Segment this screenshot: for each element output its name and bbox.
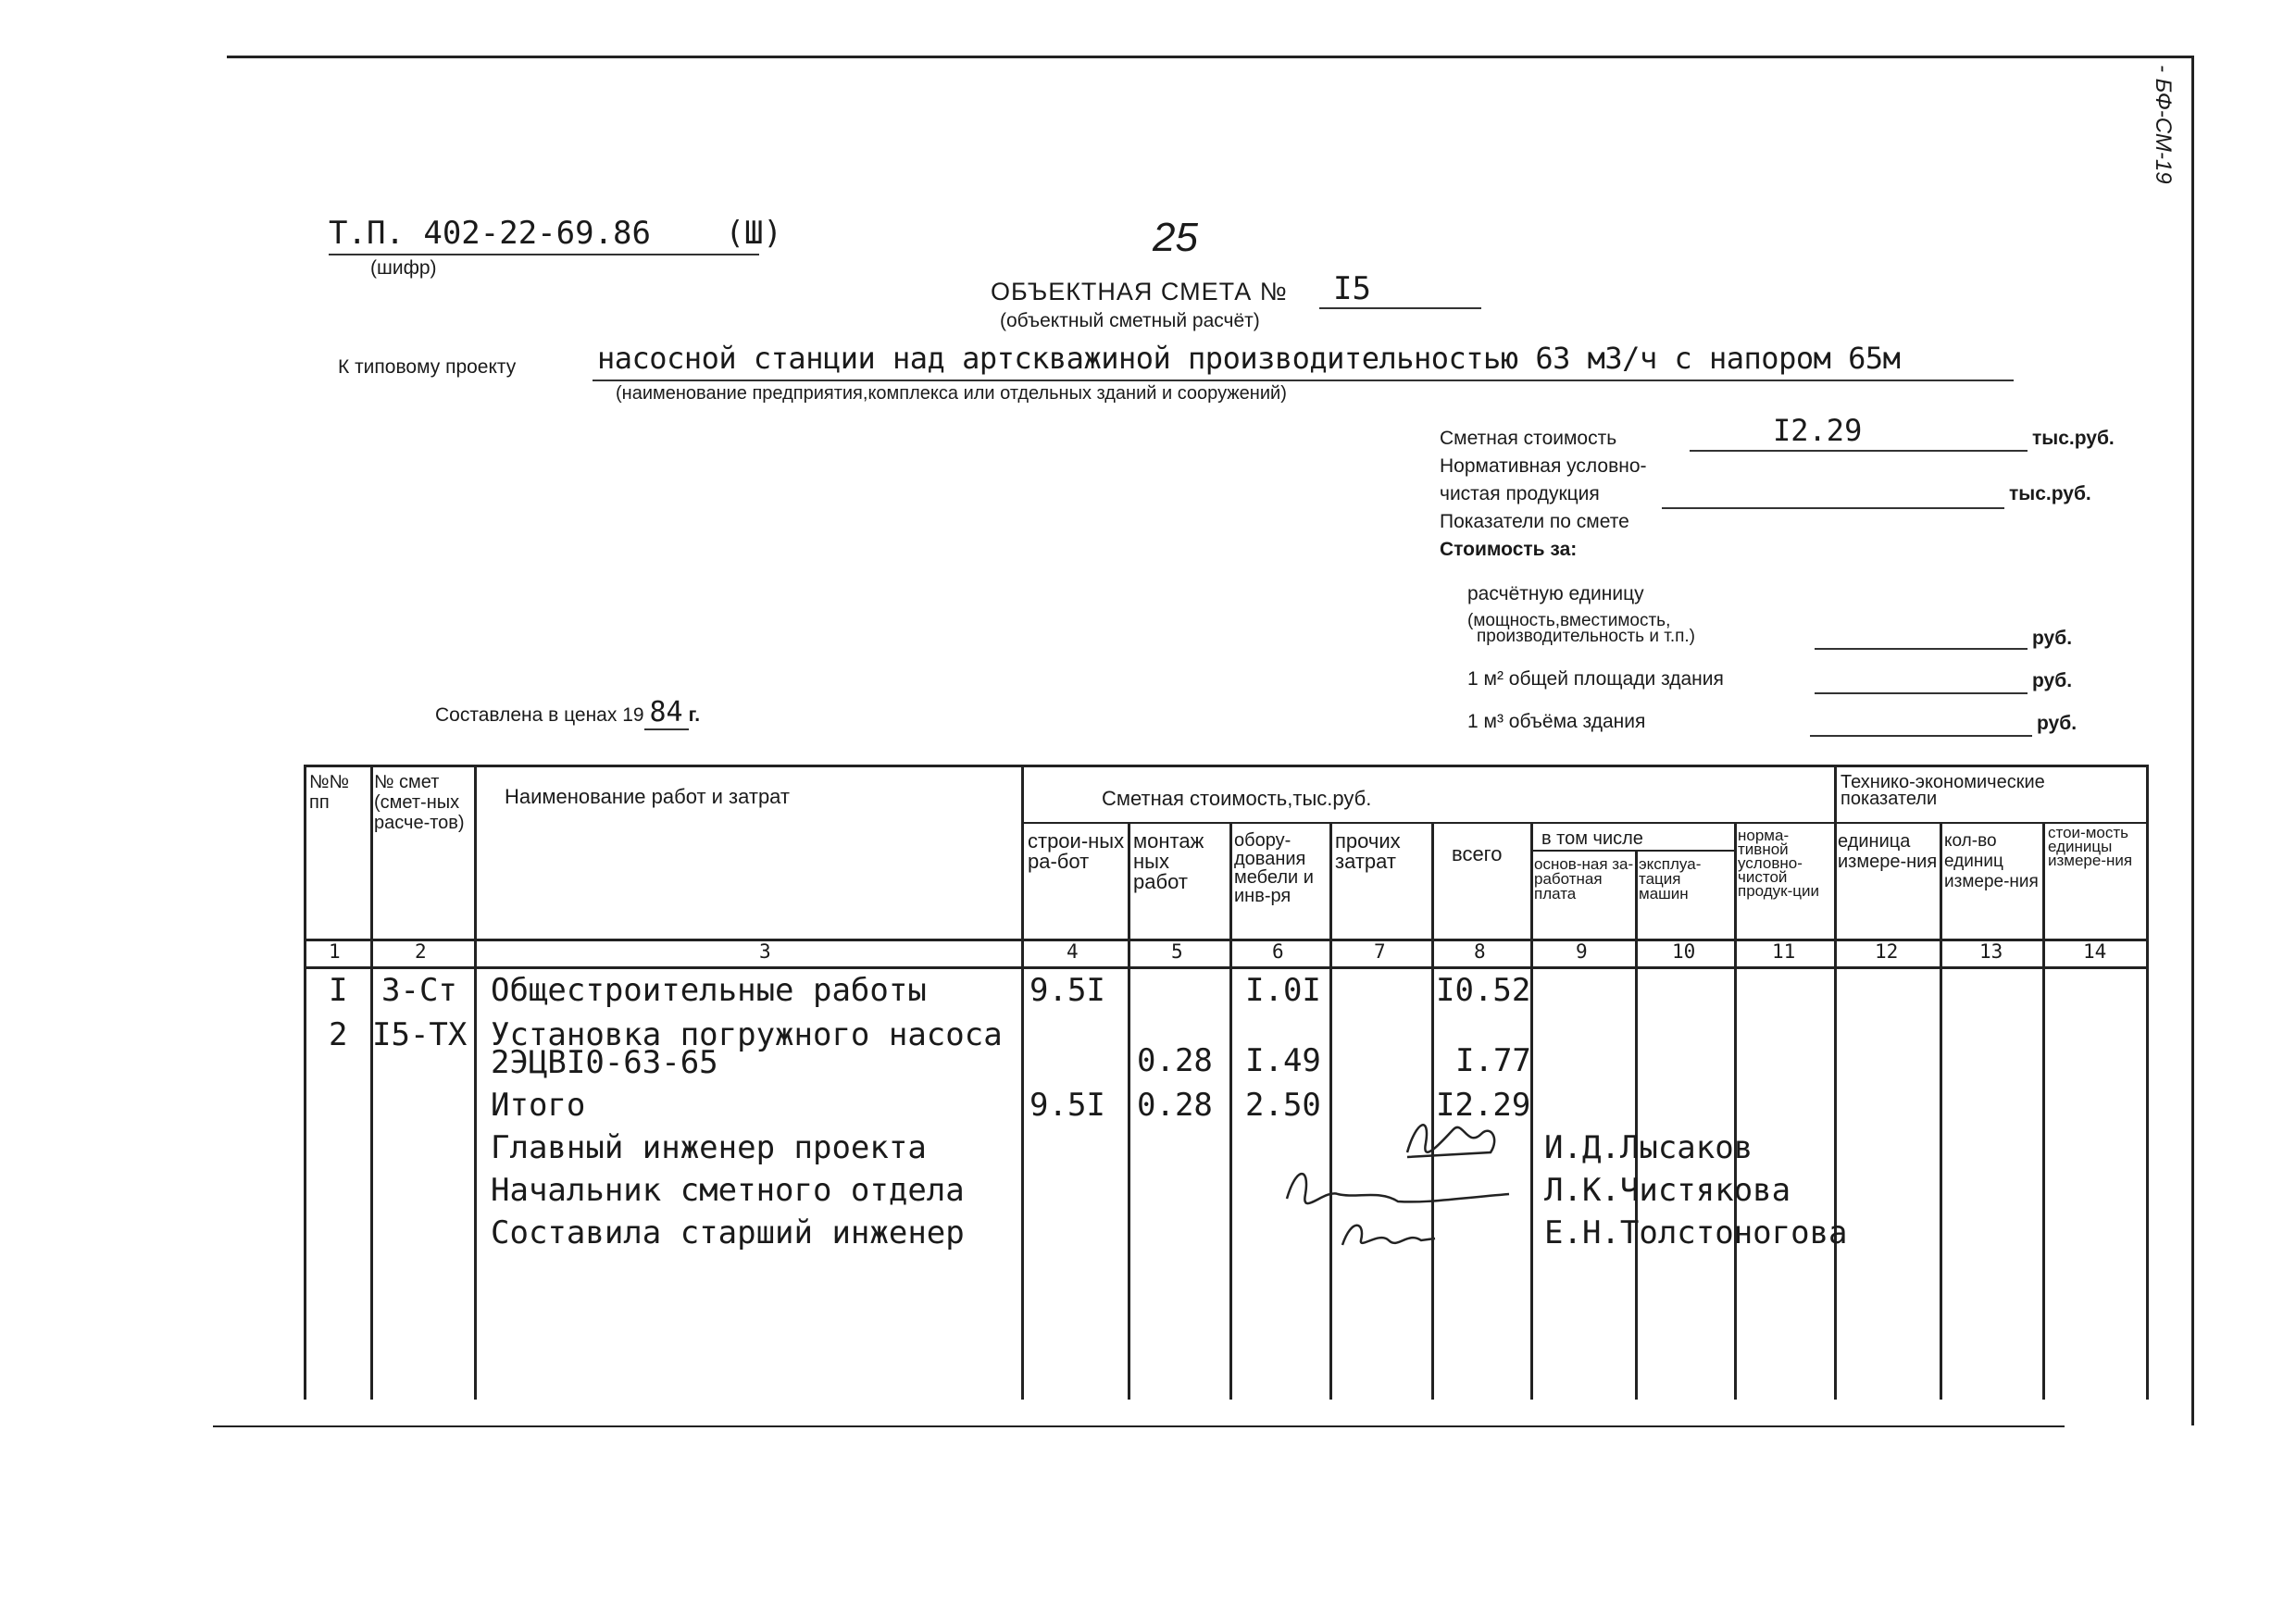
row2-equip: I.49 [1245, 1042, 1321, 1079]
row3-equip: 2.50 [1245, 1087, 1321, 1124]
col-line-12 [1940, 822, 1942, 1400]
doc-code [329, 215, 782, 252]
sign-person-2: Л.К.Чистякова [1544, 1172, 1791, 1209]
estimate-title [991, 278, 1288, 306]
row2-num: 2 [329, 1016, 348, 1053]
row3-name: Итого [491, 1087, 586, 1124]
sign-role-1: Главный инженер проекта [491, 1129, 927, 1166]
compiled-suffix: г. [688, 704, 701, 726]
row3-mount: 0.28 [1137, 1087, 1213, 1124]
th-calc: № смет (смет-ных расче-тов) [374, 772, 465, 833]
th-mach: эксплуа-тация машин [1639, 855, 1702, 902]
th-equip: обору-дования мебели и инв-ря [1234, 830, 1314, 906]
norm-label-1: Нормативная условно- [1440, 455, 1647, 477]
frame-bottom-line [213, 1425, 2065, 1427]
project-prefix: К типовому проекту [338, 356, 517, 378]
row1-num: I [329, 972, 348, 1009]
cost-value-underline [1690, 450, 2028, 452]
unit-underline [1815, 648, 2028, 650]
page-number: 25 [1153, 215, 1198, 260]
row1-total: I0.52 [1436, 972, 1531, 1009]
project-name-underline [593, 380, 2014, 381]
th-qty: кол-во единиц измере-ния [1944, 831, 2039, 891]
compiled-prefix: Составлена в ценах 19 [435, 704, 644, 726]
norm-label-2: чистая продукция [1440, 483, 1600, 504]
unit-detail-2: производительность и т.п.) [1477, 627, 1695, 646]
table-incl-line [1530, 850, 1734, 852]
col-line-5 [1229, 822, 1232, 1400]
area-underline [1815, 692, 2028, 694]
row1-equip: I.0I [1245, 972, 1321, 1009]
volume-underline [1810, 735, 2032, 737]
col-line-1 [370, 765, 373, 1400]
col-line-3 [1021, 765, 1024, 1400]
table-header-bottom [304, 939, 2146, 941]
col-line-13 [2042, 822, 2045, 1400]
estimate-number-underline [1319, 307, 1481, 309]
volume-label: 1 м³ объёма здания [1467, 711, 1646, 732]
frame-top-line [227, 56, 2194, 58]
estimate-title-prefix: ОБЪЕКТНАЯ СМЕТА № [991, 278, 1288, 305]
col-line-8 [1530, 822, 1533, 1400]
colnum-9: 9 [1576, 940, 1588, 963]
th-cost-group: Сметная стоимость,тыс.руб. [1102, 787, 1372, 810]
estimate-number: I5 [1333, 270, 1371, 307]
th-unit: единица измере-ния [1838, 831, 1938, 872]
cost-unit: тыс.руб. [2032, 428, 2115, 449]
area-label: 1 м² общей площади здания [1467, 668, 1724, 690]
cost-label: Сметная стоимость [1440, 428, 1617, 449]
project-name: насосной станции над артскважиной производительностью 63 м3/ч с напором 65м [597, 341, 1901, 376]
colnum-12: 12 [1875, 940, 1899, 963]
colnum-4: 4 [1067, 940, 1079, 963]
colnum-8: 8 [1474, 940, 1486, 963]
norm-underline [1662, 507, 2004, 509]
row3-total: I2.29 [1436, 1087, 1531, 1124]
colnum-1: 1 [329, 940, 341, 963]
handwritten-signature [1268, 1101, 1528, 1268]
compiled-year: 84 [644, 696, 689, 730]
col-line-10 [1734, 822, 1737, 1400]
doc-code-caption: (шифр) [370, 257, 437, 279]
row3-build: 9.5I [1029, 1087, 1105, 1124]
cost-value: I2.29 [1773, 413, 1863, 448]
th-wage: основ-ная за-работная плата [1534, 855, 1634, 902]
norm-unit: тыс.руб. [2009, 483, 2091, 504]
colnum-10: 10 [1672, 940, 1696, 963]
row1-name: Общестроительные работы [491, 972, 927, 1009]
table-top-line [304, 765, 2146, 767]
colnum-5: 5 [1171, 940, 1183, 963]
sign-role-3: Составила старший инженер [491, 1214, 965, 1251]
th-num: №№ пп [309, 772, 349, 813]
area-currency: руб. [2032, 670, 2073, 691]
col-line-14 [2146, 765, 2149, 1400]
colnum-3: 3 [759, 940, 771, 963]
table-subhead-line [1021, 822, 2146, 824]
table-colnum-bottom [304, 966, 2146, 969]
unit-detail-1: (мощность,вместимость, [1467, 611, 1671, 630]
doc-code-underline [329, 254, 759, 255]
sign-person-1: И.Д.Лысаков [1544, 1129, 1753, 1166]
compiled-line [435, 696, 700, 730]
th-incl: в том числе [1541, 828, 1643, 849]
col-line-4 [1128, 822, 1130, 1400]
colnum-2: 2 [415, 940, 427, 963]
project-caption: (наименование предприятия,комплекса или отдельных зданий и сооружений) [616, 383, 1287, 404]
side-stamp: - БФ-СМ-19 [2151, 65, 2176, 184]
th-name: Наименование работ и затрат [505, 785, 791, 808]
th-total: всего [1452, 842, 1503, 865]
cost-for-label: Стоимость за: [1440, 539, 1578, 560]
col-line-2 [474, 765, 477, 1400]
row2-calc: I5-ТХ [372, 1016, 468, 1053]
unit-currency: руб. [2032, 628, 2073, 649]
th-cost-unit: стои-мость единицы измере-ния [2048, 824, 2133, 869]
colnum-14: 14 [2083, 940, 2107, 963]
th-other: прочих затрат [1335, 829, 1401, 873]
colnum-7: 7 [1374, 940, 1386, 963]
doc-code-suffix: (Ш) [725, 215, 782, 252]
col-line-0 [304, 765, 306, 1400]
col-line-9 [1635, 850, 1638, 1400]
th-build: строи-ных ра-бот [1028, 829, 1125, 873]
row1-calc: 3-Ст [381, 972, 457, 1009]
row2-name-2: 2ЭЦВI0-63-65 [491, 1044, 718, 1081]
col-line-11 [1834, 765, 1837, 1400]
colnum-6: 6 [1272, 940, 1284, 963]
sign-role-2: Начальник сметного отдела [491, 1172, 965, 1209]
row2-name: Установка погружного насоса [491, 1016, 1003, 1053]
doc-code-text: Т.П. 402-22-69.86 [329, 215, 651, 252]
volume-currency: руб. [2037, 713, 2078, 734]
th-norm: норма-тивной условно-чистой продук-ции [1738, 827, 1819, 900]
row1-build: 9.5I [1029, 972, 1105, 1009]
indicators-label: Показатели по смете [1440, 511, 1629, 532]
frame-right-line [2191, 56, 2194, 1425]
row2-mount: 0.28 [1137, 1042, 1213, 1079]
row2-total: I.77 [1455, 1042, 1531, 1079]
th-tech-group: Технико-экономические показатели [1841, 772, 2045, 809]
sign-person-3: Е.Н.Толстоногова [1544, 1214, 1848, 1251]
unit-label: расчётную единицу [1467, 583, 1644, 604]
estimate-title-caption: (объектный сметный расчёт) [1000, 310, 1260, 331]
th-mount: монтаж ных работ [1133, 829, 1204, 893]
colnum-13: 13 [1979, 940, 2003, 963]
colnum-11: 11 [1772, 940, 1796, 963]
